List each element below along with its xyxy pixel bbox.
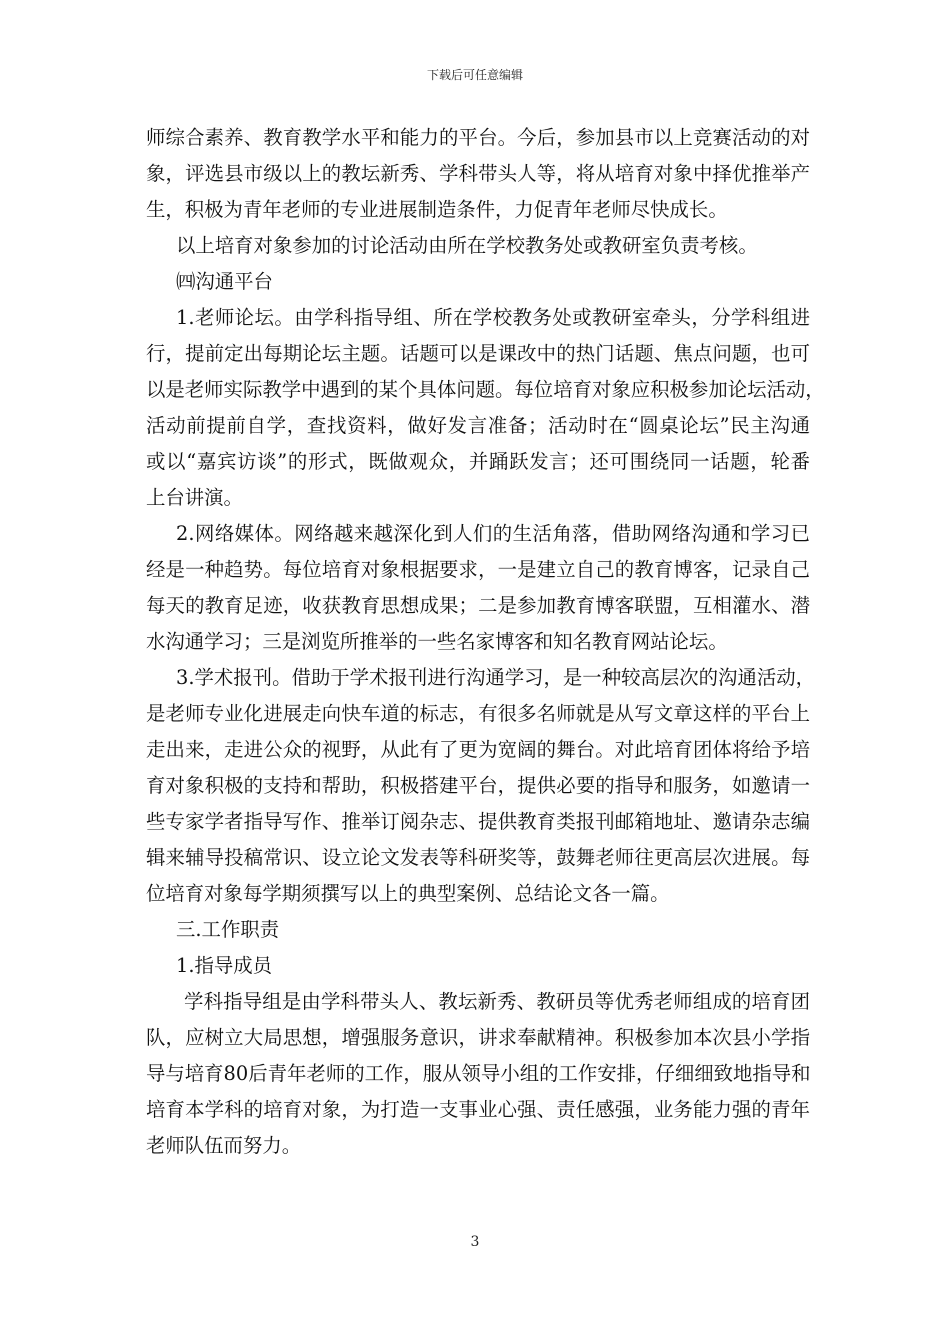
text-line: 走出来，走进公众的视野，从此有了更为宽阔的舞台。对此培育团体将给予培 bbox=[146, 738, 810, 761]
text-line: 是老师专业化进展走向快车道的标志，有很多名师就是从写文章这样的平台上 bbox=[146, 702, 810, 725]
text-line: 象，评选县市级以上的教坛新秀、学科带头人等，将从培育对象中择优推举产 bbox=[146, 162, 810, 185]
text-line: 培育本学科的培育对象，为打造一支事业心强、责任感强，业务能力强的青年 bbox=[146, 1098, 810, 1121]
text-line: 水沟通学习；三是浏览所推举的一些名家博客和知名教育网站论坛。 bbox=[146, 630, 728, 653]
text-line: 老师队伍而努力。 bbox=[146, 1134, 302, 1157]
text-line: 师综合素养、教育教学水平和能力的平台。今后，参加县市以上竞赛活动的对 bbox=[146, 126, 810, 149]
text-line: 辑来辅导投稿常识、设立论文发表等科研奖等，鼓舞老师往更高层次进展。每 bbox=[146, 846, 810, 869]
page-number: 3 bbox=[470, 1234, 480, 1250]
text-line: 位培育对象每学期须撰写以上的典型案例、总结论文各一篇。 bbox=[146, 882, 670, 905]
text-line: ㈣沟通平台 bbox=[176, 270, 273, 293]
document-body bbox=[146, 120, 825, 1164]
text-line: 行，提前定出每期论坛主题。话题可以是课改中的热门话题、焦点问题，也可 bbox=[146, 342, 810, 365]
page-header: 下载后可任意编辑 bbox=[426, 68, 523, 82]
text-line: 经是一种趋势。每位培育对象根据要求，一是建立自己的教育博客，记录自己 bbox=[146, 558, 810, 581]
text-line: 三.工作职责 bbox=[176, 918, 280, 941]
text-line: 学科指导组是由学科带头人、教坛新秀、教研员等优秀老师组成的培育团 bbox=[184, 990, 810, 1013]
text-line: 育对象积极的支持和帮助，积极搭建平台，提供必要的指导和服务，如邀请一 bbox=[146, 774, 810, 797]
text-line: 上台讲演。 bbox=[146, 486, 243, 509]
text-line: 每天的教育足迹，收获教育思想成果；二是参加教育博客联盟，互相灌水、潜 bbox=[146, 594, 810, 617]
text-line: 3.学术报刊。借助于学术报刊进行沟通学习，是一种较高层次的沟通活动， bbox=[176, 666, 815, 689]
text-line: 1.老师论坛。由学科指导组、所在学校教务处或教研室牵头，分学科组进 bbox=[176, 306, 810, 329]
text-line: 2.网络媒体。网络越来越深化到人们的生活角落，借助网络沟通和学习已 bbox=[176, 522, 810, 545]
text-line: 队，应树立大局思想，增强服务意识，讲求奉献精神。积极参加本次县小学指 bbox=[146, 1026, 810, 1049]
text-line: 生，积极为青年老师的专业进展制造条件，力促青年老师尽快成长。 bbox=[146, 198, 728, 221]
text-line: 导与培育80后青年老师的工作，服从领导小组的工作安排，仔细细致地指导和 bbox=[146, 1062, 811, 1085]
text-line: 以上培育对象参加的讨论活动由所在学校教务处或教研室负责考核。 bbox=[176, 234, 758, 257]
text-line: 1.指导成员 bbox=[176, 954, 273, 977]
text-line: 些专家学者指导写作、推举订阅杂志、提供教育类报刊邮箱地址、邀请杂志编 bbox=[146, 810, 810, 833]
text-line: 或以“嘉宾访谈”的形式，既做观众，并踊跃发言；还可围绕同一话题，轮番 bbox=[146, 450, 810, 473]
text-line: 以是老师实际教学中遇到的某个具体问题。每位培育对象应积极参加论坛活动， bbox=[146, 378, 825, 401]
text-line: 活动前提前自学，查找资料，做好发言准备；活动时在“圆桌论坛”民主沟通 bbox=[146, 414, 810, 437]
